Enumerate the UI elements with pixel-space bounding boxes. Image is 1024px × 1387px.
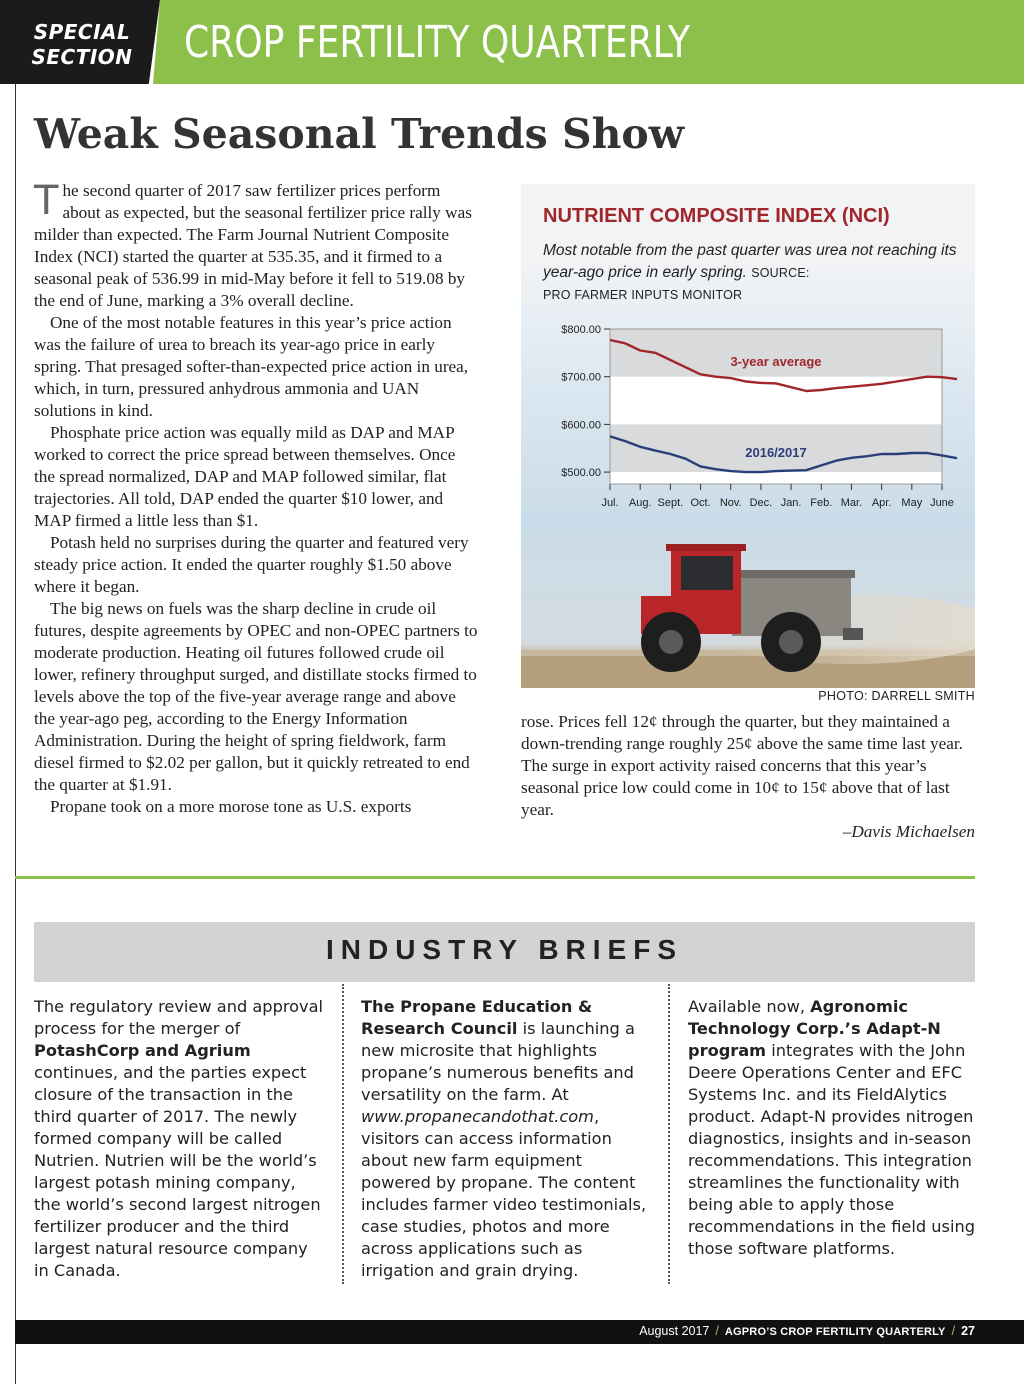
x-tick-label: Sept. (657, 497, 684, 509)
paragraph-1-text: he second quarter of 2017 saw fertilizer prices perform about as expected, but the seasonal fertilizer price rally was milder than expected. The Farm Journal Nutrient Composite Index (NCI) started the quarter at 535.35, and it firmed to a seasonal peak of 536.99 in mid-May before it fell to 519.08 by the end of June, marking a 3% overall decline. (34, 181, 472, 310)
paragraph-3: Phosphate price action was equally mild as DAP and MAP worked to correct the price spread between themselves. Once the spread normalized, DAP and MAP followed similar, flat trajectories. All told, DAP ended the quarter $10 lower, and MAP firmed a little less than $1. (34, 423, 456, 530)
chart-source-label: SOURCE: (751, 266, 810, 280)
section-tag-line2: SECTION (31, 45, 133, 69)
section-tag-line1: SPECIAL (33, 20, 131, 44)
paragraph-2: One of the most notable features in this year’s price action was the failure of urea to breach its year-ago price in early spring. That presaged softer-than-expected price action in urea, which, in turn, pressured anhydrous ammonia and UAN solutions in kind. (34, 313, 469, 420)
brief-3-text-a: Available now, (688, 997, 811, 1016)
drop-cap: T (34, 178, 59, 224)
brief-3-text-b: integrates with the John Deere Operations Center and EFC Systems Inc. and its FieldAlytics product. Adapt-N provides nitrogen diagnostics, insights and in-season recommendations. This integration streamlines the functionality with being able to apply those recommendations in the field using those software platforms. (688, 1041, 976, 1258)
column-dotted-divider (668, 984, 670, 1284)
page-footer (15, 1320, 1024, 1344)
brief-2-bold: The Propane Education & Research Council (361, 997, 593, 1038)
tractor-photo (521, 534, 975, 688)
plot-band (610, 472, 942, 484)
brief-propane-council (361, 996, 653, 1282)
photo-credit: PHOTO: DARRELL SMITH (818, 689, 975, 703)
brief-adapt-n (688, 996, 978, 1260)
x-tick-label: June (930, 497, 954, 509)
page-number: 27 (961, 1324, 975, 1338)
annotation-3-year-average: 3-year average (730, 354, 822, 370)
x-tick-label: Apr. (871, 497, 892, 509)
x-tick-label: Oct. (690, 497, 711, 509)
article-title: Weak Seasonal Trends Show (34, 110, 685, 158)
x-tick-label: Jul. (601, 497, 619, 509)
y-tick-label: $500.00 (561, 467, 601, 480)
footer-publication: AGPRO’S CROP FERTILITY QUARTERLY (724, 1326, 946, 1338)
brief-1-text-a: The regulatory review and approval process for the merger of (34, 997, 324, 1038)
chart-title: NUTRIENT COMPOSITE INDEX (NCI) (543, 205, 890, 227)
footer-text (639, 1324, 975, 1338)
footer-separator: / (951, 1324, 956, 1338)
brief-potashcorp-agrium (34, 996, 324, 1282)
paragraph-1 (34, 180, 480, 312)
nci-line-chart (521, 184, 975, 544)
industry-briefs-title: INDUSTRY BRIEFS (325, 934, 684, 965)
brief-3-bold: Agronomic Technology Corp.’s Adapt-N program (688, 997, 941, 1060)
paragraph-6-continued: rose. Prices fell 12¢ through the quarter, but they maintained a down-trending range roughly 25¢ above the same time last year. The surge in export activity raised concerns that this year’s seasonal price low could come in 10¢ to 15¢ above that of last year. (521, 712, 963, 819)
column-dotted-divider (342, 984, 344, 1284)
magazine-section-title: CROP FERTILITY QUARTERLY (184, 17, 691, 68)
x-tick-label: Feb. (810, 497, 833, 509)
left-margin-rule (15, 84, 16, 1384)
brief-2-link-text: www.propanecandothat.com (361, 1107, 594, 1126)
footer-date: August 2017 (639, 1324, 710, 1338)
y-tick-label: $800.00 (561, 324, 601, 336)
article-column-right (521, 711, 975, 843)
x-tick-label: Dec. (749, 497, 773, 509)
chart-box (521, 184, 975, 688)
y-tick-label: $600.00 (561, 419, 601, 432)
article-column-left (34, 180, 480, 818)
paragraph-4: Potash held no surprises during the quarter and featured very steady price action. It ended the quarter roughly $1.50 above where it began. (34, 533, 469, 596)
section-tag (22, 20, 142, 70)
brief-2-text-b: , visitors can access information about new farm equipment powered by propane. The content includes farmer video testimonials, case studies, photos and more across applications such as irrigation and grain drying. (361, 1107, 647, 1280)
chart-source-name: PRO FARMER INPUTS MONITOR (543, 288, 743, 302)
paragraph-6: Propane took on a more morose tone as U.S. exports (50, 797, 412, 816)
x-tick-label: Jan. (780, 497, 802, 509)
paragraph-5: The big news on fuels was the sharp decline in crude oil futures, despite agreements by OPEC and non-OPEC partners to moderate production. Heating oil futures followed crude oil lower, refinery throughput surged, and distillate stocks firmed to levels above the top of the five-year average range and above the year-ago peg, according to the Energy Information Administration. During the height of spring fieldwork, farm diesel firmed to $2.02 per gallon, but it quickly retreated to end the quarter at $1.91. (34, 599, 478, 794)
footer-separator: / (715, 1324, 719, 1338)
brief-2-text-a: is launching a new microsite that highlights propane’s numerous benefits and versatility on the farm. At (361, 1019, 635, 1104)
section-divider (15, 876, 975, 879)
y-tick-label: $700.00 (561, 371, 601, 384)
chart-subtitle-text: Most notable from the past quarter was urea not reaching its year-ago price in early spring. (543, 242, 957, 281)
x-tick-label: Aug. (628, 497, 652, 509)
x-tick-label: May (901, 497, 923, 509)
brief-1-text-b: continues, and the parties expect closure of the transaction in the third quarter of 2017. The newly formed company will be called Nutrien. Nutrien will be the world’s largest potash mining company, the world’s second largest nitrogen fertilizer producer and the third largest natural resource company in Canada. (34, 1063, 321, 1280)
plot-band (610, 329, 942, 377)
brief-1-bold: PotashCorp and Agrium (34, 1041, 251, 1060)
annotation-2016-2017: 2016/2017 (745, 444, 807, 460)
byline: –Davis Michaelsen (842, 822, 975, 841)
x-tick-label: Mar. (840, 497, 863, 509)
x-tick-label: Nov. (719, 497, 742, 509)
